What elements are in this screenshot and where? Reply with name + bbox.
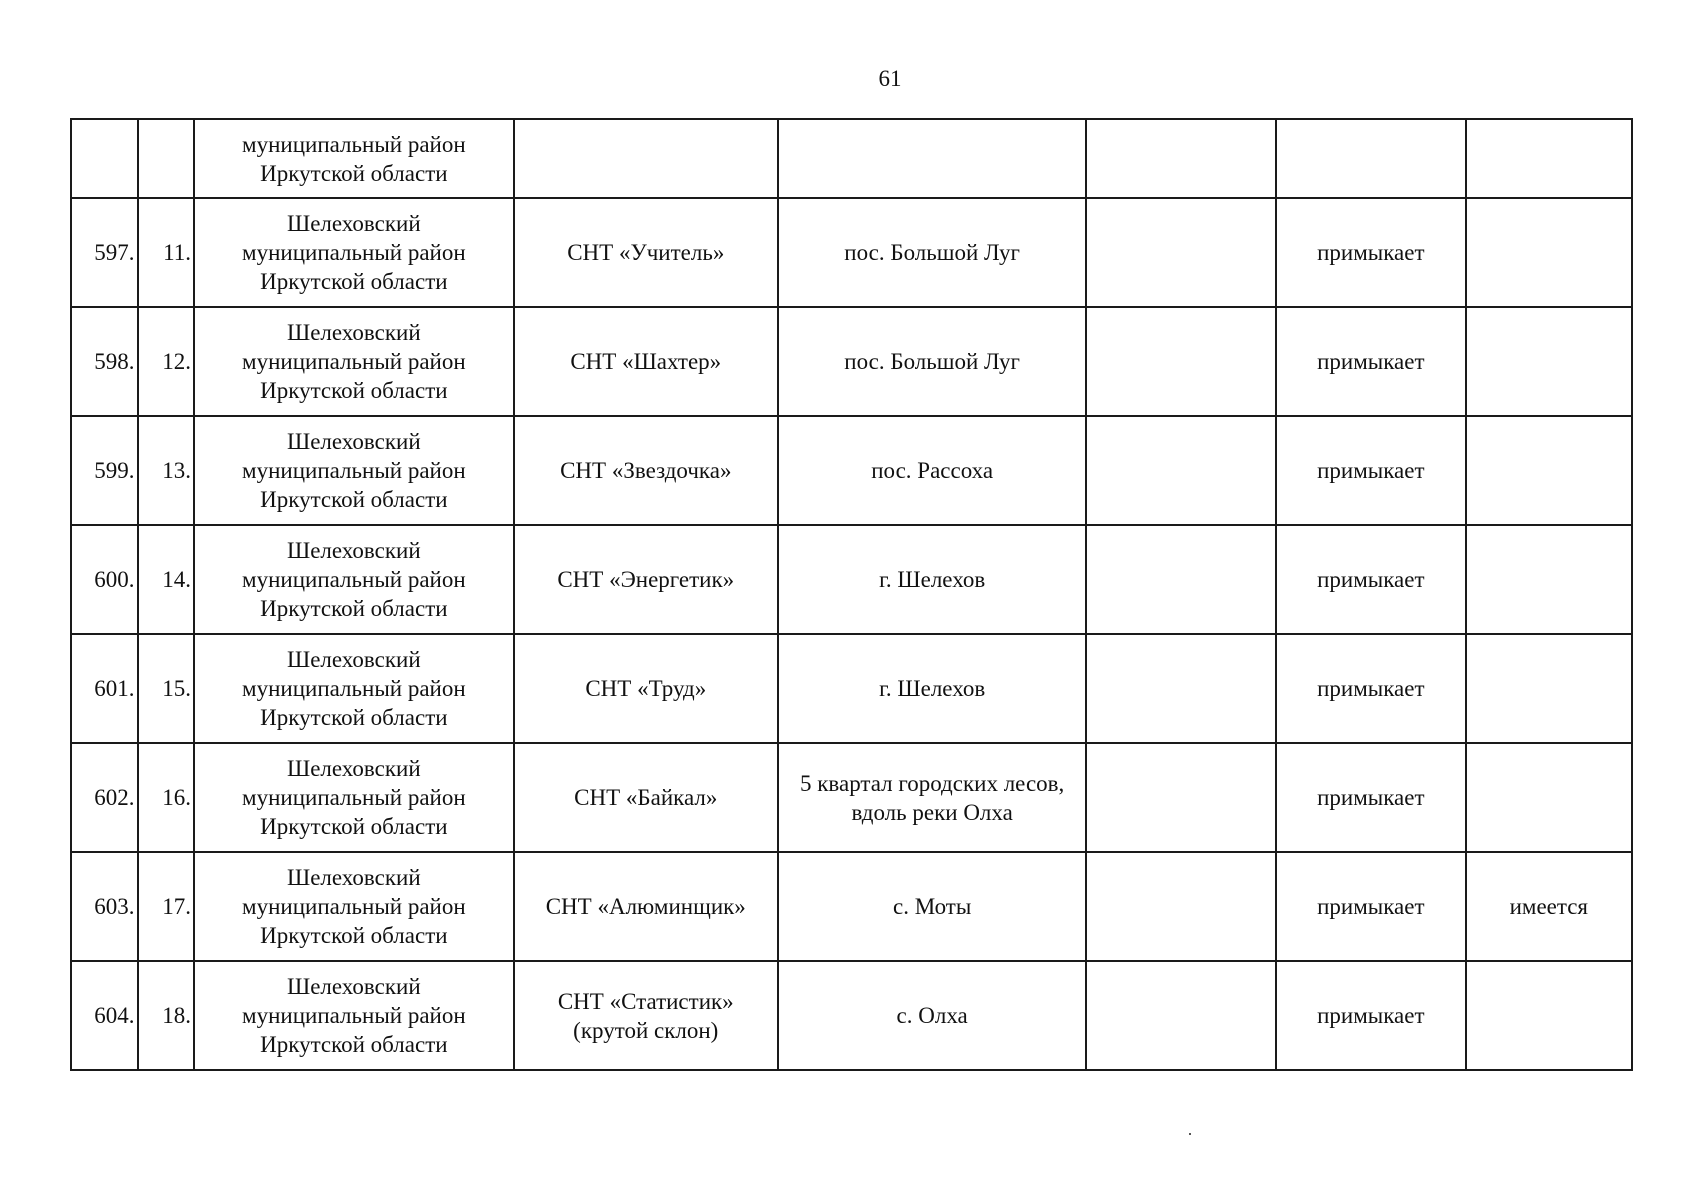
- cell-location: пос. Рассоха: [778, 416, 1087, 525]
- cell-location: пос. Большой Луг: [778, 198, 1087, 307]
- cell-name: СНТ «Статистик» (крутой склон): [514, 961, 778, 1070]
- cell-adjacency: [1276, 119, 1466, 198]
- cell-no: 600.: [71, 525, 138, 634]
- cell-sub-no: 13.: [138, 416, 194, 525]
- table-row: [71, 416, 1632, 525]
- cell-adjacency: примыкает: [1276, 416, 1466, 525]
- cell-adjacency: примыкает: [1276, 852, 1466, 961]
- cell-no: 599.: [71, 416, 138, 525]
- table-row: [71, 307, 1632, 416]
- cell-name: СНТ «Шахтер»: [514, 307, 778, 416]
- continuation-row: [71, 119, 1632, 198]
- table-row: [71, 852, 1632, 961]
- cell-col8: [1466, 634, 1632, 743]
- cell-no: 598.: [71, 307, 138, 416]
- cell-location: с. Моты: [778, 852, 1087, 961]
- cell-name: [514, 119, 778, 198]
- cell-location: с. Олха: [778, 961, 1087, 1070]
- table-row: [71, 198, 1632, 307]
- cell-district: Шелеховский муниципальный район Иркутской области: [194, 743, 514, 852]
- cell-adjacency: примыкает: [1276, 634, 1466, 743]
- cell-col8: [1466, 307, 1632, 416]
- cell-district: Шелеховский муниципальный район Иркутской области: [194, 961, 514, 1070]
- cell-adjacency: примыкает: [1276, 743, 1466, 852]
- cell-col8: [1466, 119, 1632, 198]
- cell-location: [778, 119, 1087, 198]
- cell-col8: [1466, 198, 1632, 307]
- cell-col6: [1086, 198, 1276, 307]
- cell-no: 602.: [71, 743, 138, 852]
- cell-col8: [1466, 416, 1632, 525]
- cell-district: Шелеховский муниципальный район Иркутской области: [194, 634, 514, 743]
- cell-name: СНТ «Звездочка»: [514, 416, 778, 525]
- cell-name: СНТ «Труд»: [514, 634, 778, 743]
- cell-name: СНТ «Энергетик»: [514, 525, 778, 634]
- cell-district: Шелеховский муниципальный район Иркутской области: [194, 198, 514, 307]
- cell-adjacency: примыкает: [1276, 198, 1466, 307]
- cell-no: 604.: [71, 961, 138, 1070]
- cell-adjacency: примыкает: [1276, 307, 1466, 416]
- cell-col6: [1086, 852, 1276, 961]
- cell-col6: [1086, 307, 1276, 416]
- cell-no: 601.: [71, 634, 138, 743]
- cell-district: Шелеховский муниципальный район Иркутской области: [194, 852, 514, 961]
- cell-no: 603.: [71, 852, 138, 961]
- cell-col8: [1466, 743, 1632, 852]
- table-row: [71, 961, 1632, 1070]
- cell-district: Шелеховский муниципальный район Иркутской области: [194, 307, 514, 416]
- cell-adjacency: примыкает: [1276, 961, 1466, 1070]
- cell-name: СНТ «Учитель»: [514, 198, 778, 307]
- page-number: 61: [878, 66, 902, 91]
- cell-name: СНТ «Алюминщик»: [514, 852, 778, 961]
- cell-sub-no: 15.: [138, 634, 194, 743]
- cell-adjacency: примыкает: [1276, 525, 1466, 634]
- table-row: [71, 634, 1632, 743]
- cell-district: Шелеховский муниципальный район Иркутской области: [194, 525, 514, 634]
- cell-col8: имеется: [1466, 852, 1632, 961]
- cell-district: Шелеховский муниципальный район Иркутской области: [194, 416, 514, 525]
- cell-col8: [1466, 961, 1632, 1070]
- cell-location: 5 квартал городских лесов, вдоль реки Олха: [778, 743, 1087, 852]
- cell-col6: [1086, 525, 1276, 634]
- cell-no: 597.: [71, 198, 138, 307]
- cell-sub-no: 14.: [138, 525, 194, 634]
- cell-col6: [1086, 743, 1276, 852]
- table-body: [71, 119, 1632, 1070]
- cell-col8: [1466, 525, 1632, 634]
- cell-location: г. Шелехов: [778, 525, 1087, 634]
- cell-location: г. Шелехов: [778, 634, 1087, 743]
- cell-sub-no: 17.: [138, 852, 194, 961]
- cell-sub-no: 18.: [138, 961, 194, 1070]
- registry-table: [70, 118, 1633, 1071]
- cell-sub-no: [138, 119, 194, 198]
- cell-name: СНТ «Байкал»: [514, 743, 778, 852]
- cell-location: пос. Большой Луг: [778, 307, 1087, 416]
- cell-district: муниципальный район Иркутской области: [194, 119, 514, 198]
- scan-speck: [1189, 1133, 1191, 1135]
- cell-sub-no: 16.: [138, 743, 194, 852]
- cell-col6: [1086, 634, 1276, 743]
- cell-no: [71, 119, 138, 198]
- cell-col6: [1086, 961, 1276, 1070]
- table-row: [71, 525, 1632, 634]
- cell-col6: [1086, 416, 1276, 525]
- cell-sub-no: 11.: [138, 198, 194, 307]
- cell-sub-no: 12.: [138, 307, 194, 416]
- cell-col6: [1086, 119, 1276, 198]
- table-row: [71, 743, 1632, 852]
